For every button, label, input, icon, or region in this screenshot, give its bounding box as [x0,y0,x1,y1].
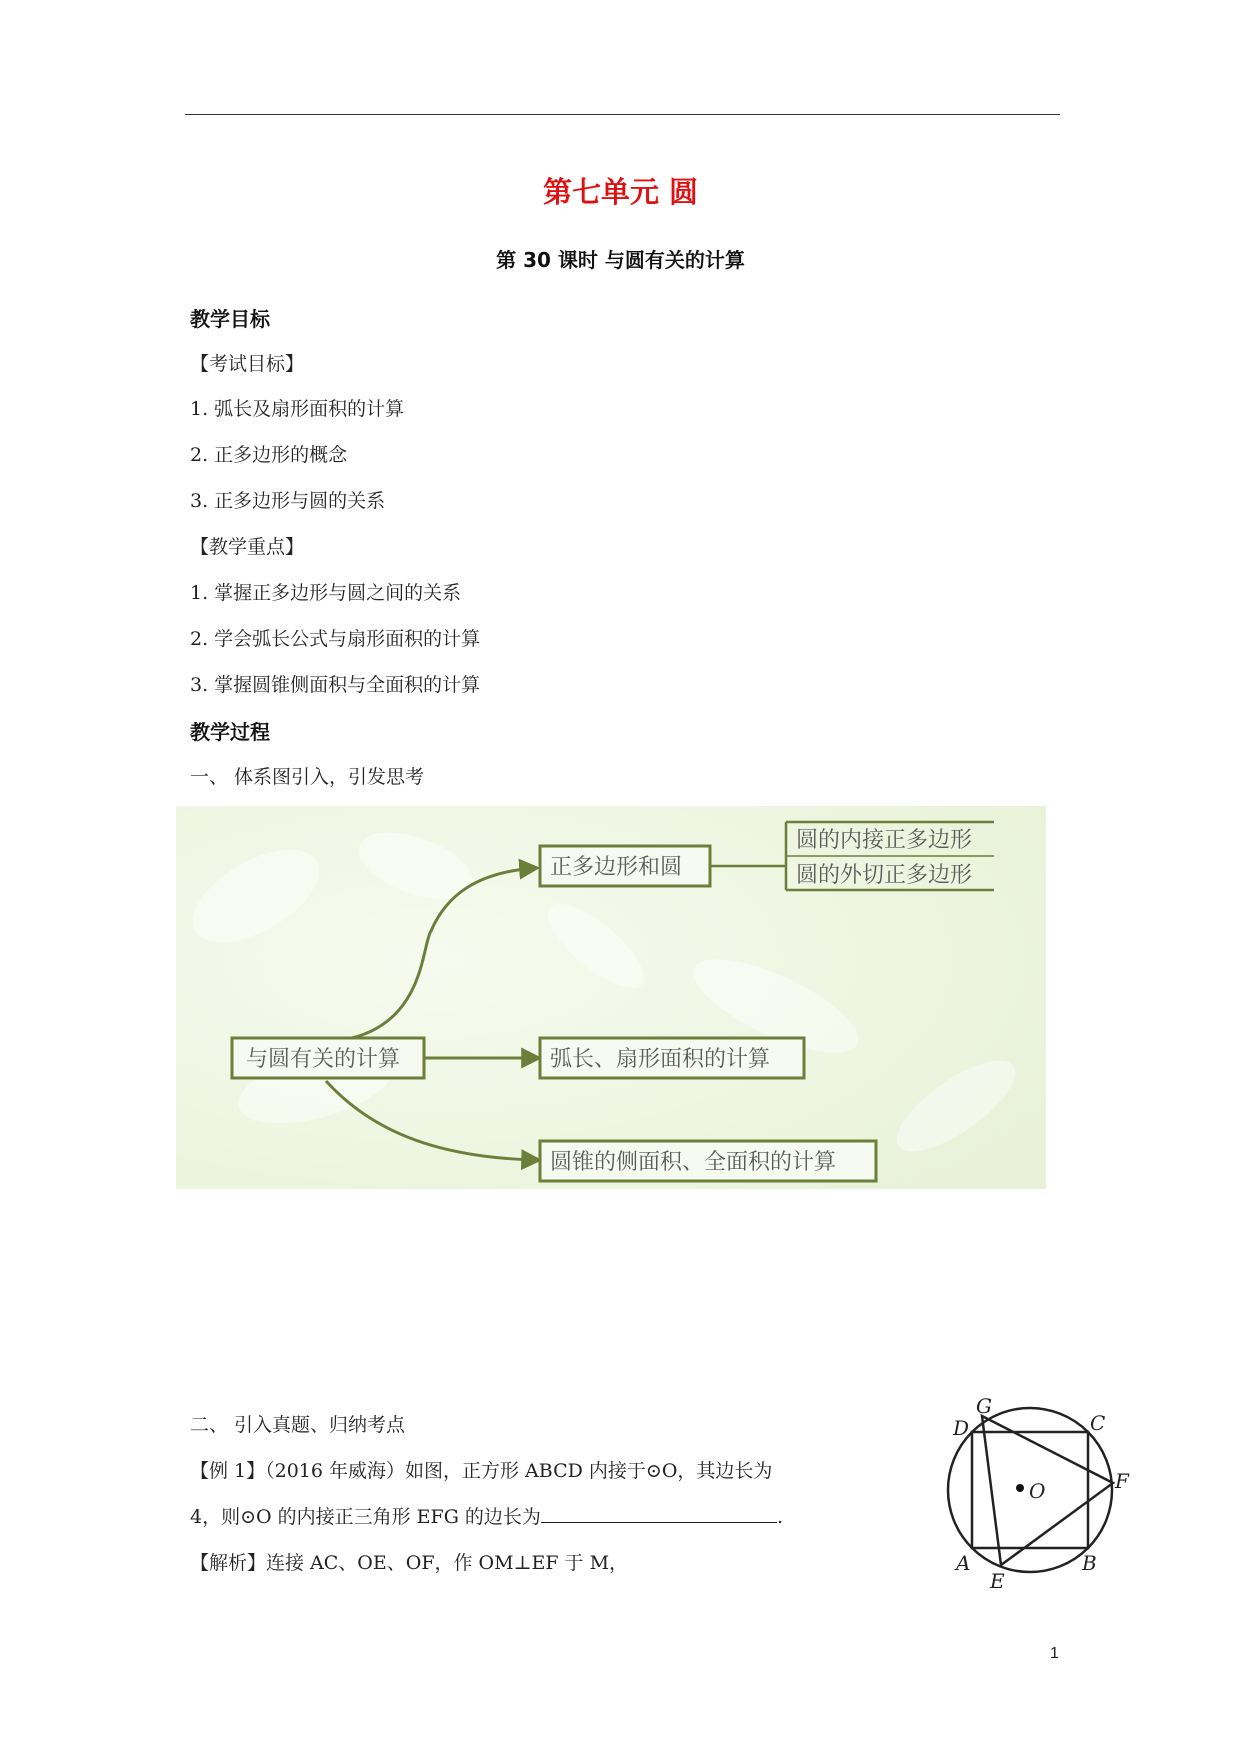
label-b: B [1082,1551,1097,1575]
key-item-3: 3. 掌握圆锥侧面积与全面积的计算 [190,674,481,696]
label-e: E [990,1569,1005,1590]
exam-item-3: 3. 正多边形与圆的关系 [190,490,386,512]
exam-item-1: 1. 弧长及扇形面积的计算 [190,398,405,420]
lesson-title: 第 30 课时 与圆有关的计算 [496,248,745,272]
branch1-sub1-label: 圆的内接正多边形 [796,828,973,853]
exam-goals-heading: 【考试目标】 [190,353,305,375]
goals-heading: 教学目标 [190,307,270,331]
label-f: F [1115,1469,1129,1493]
page-number: 1 [1050,1645,1059,1662]
key-item-2: 2. 学会弧长公式与扇形面积的计算 [190,628,481,650]
example-line-2-text: 4，则⊙O 的内接正三角形 EFG 的边长为 [190,1506,541,1528]
branch1-label: 正多边形和圆 [550,855,683,880]
label-d: D [953,1416,970,1440]
root-label: 与圆有关的计算 [246,1047,401,1072]
label-a: A [956,1551,971,1575]
branch2-label: 弧长、扇形面积的计算 [550,1047,771,1072]
concept-diagram [176,806,1046,1189]
unit-title: 第七单元 圆 [542,175,699,209]
geometry-figure [932,1380,1132,1590]
label-c: C [1090,1411,1106,1435]
label-g: G [976,1394,992,1418]
branch1-sub2-label: 圆的外切正多边形 [796,863,973,888]
answer-blank[interactable] [541,1504,777,1523]
process-heading: 教学过程 [190,720,270,744]
key-item-1: 1. 掌握正多边形与圆之间的关系 [190,582,462,604]
step-1: 一、 体系图引入，引发思考 [190,766,425,788]
branch3-label: 圆锥的侧面积、全面积的计算 [550,1150,837,1175]
center-point [1016,1484,1024,1492]
example-line-1: 【例 1】（2016 年威海）如图，正方形 ABCD 内接于⊙O，其边长为 [190,1460,773,1482]
example-line-2-end: . [776,1506,783,1528]
example-line-2 [190,1502,783,1529]
analysis-line: 【解析】连接 AC、OE、OF，作 OM⊥EF 于 M， [190,1552,629,1574]
label-o: O [1029,1479,1046,1503]
step-2: 二、 引入真题、归纳考点 [190,1414,406,1436]
header-rule [185,114,1060,115]
exam-item-2: 2. 正多边形的概念 [190,444,348,466]
key-points-heading: 【教学重点】 [190,536,305,558]
